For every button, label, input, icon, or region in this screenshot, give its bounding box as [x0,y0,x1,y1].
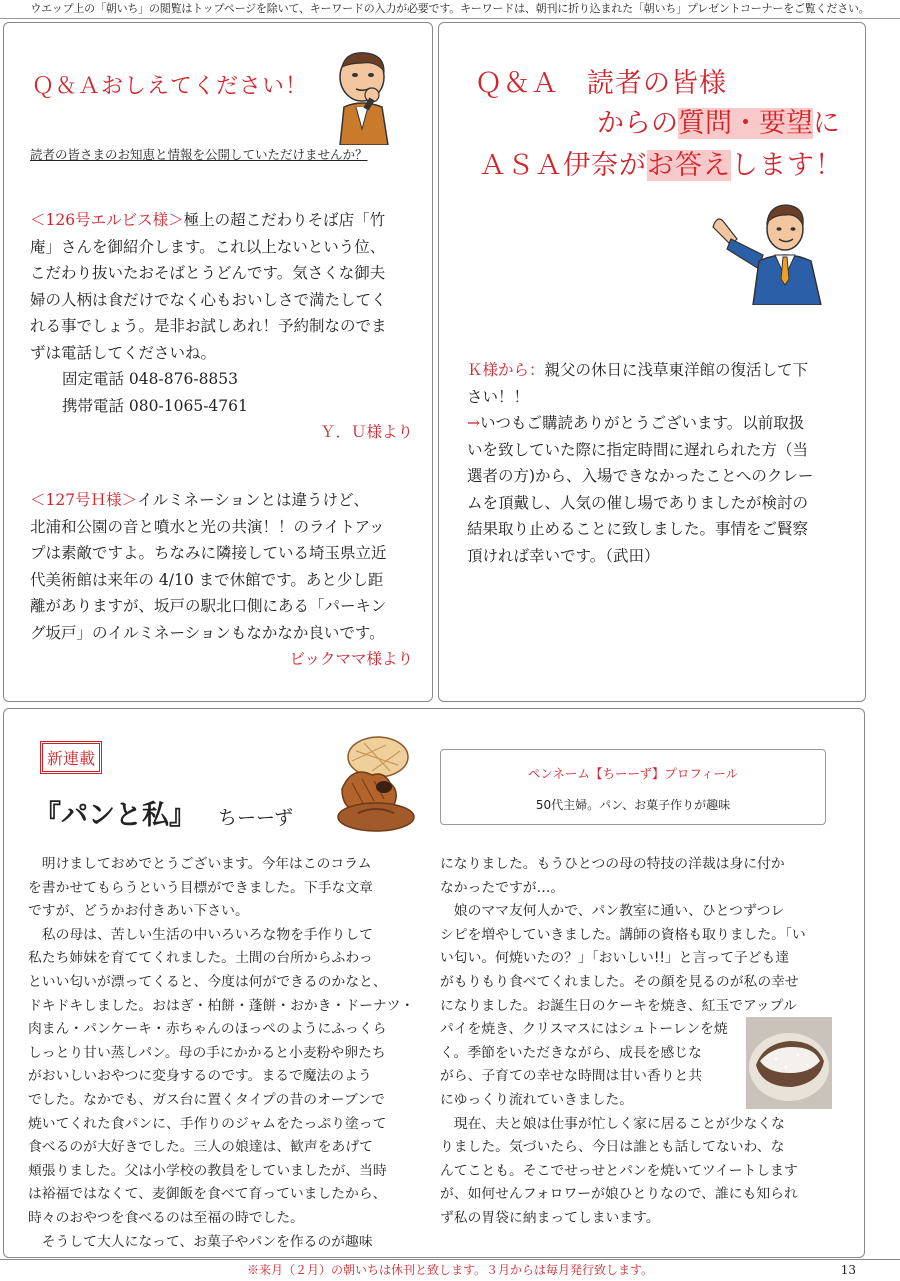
column-line: んてことも。そこでせっせとパンを焼いてツイートします [440,1162,798,1179]
answer-line: いを致していた際に指定時間に遅れられた方（当 [467,440,809,459]
column-left-text [28,853,438,1254]
column-line: なかったですが…。 [440,879,565,896]
profile-text: 50代主婦。パン、お菓子作りが趣味 [535,798,731,812]
entry-126 [30,207,425,446]
column-line: ず私の胃袋に納まってしまいます。 [440,1209,660,1226]
entry-126-line: こだわり抜いたおそばとうどんです。気さくな御夫 [30,264,386,282]
entry-127-line: グ坂戸」のイルミネーションもなかなか良いです。 [30,623,385,642]
entry-127-line: イルミネーションとは違うけど、 [137,491,369,509]
column-line: といい匂いが漂ってくると、今度は何ができるのかなと、 [28,973,387,990]
right-qa-title-line3 [479,143,843,182]
column-line: は裕福ではなくて、麦御飯を食べて育っていましたから、 [28,1186,387,1203]
column-line: い匂い。何焼いたの？」「おいしい!!」と言って子ども達 [440,950,790,967]
entry-127-line: 北浦和公園の音と噴水と光の共演！！のライトアッ [30,517,385,536]
column-line: でした。なかでも、ガス台に置くタイプの昔のオーブンで [28,1091,385,1108]
entry-126-from: Ｙ．Ｕ様より [319,423,413,441]
answer-line: いつもご購読ありがとうございます。以前取扱 [480,414,805,432]
entry-127-line: 代美術館は来年の 4/10 まで休館です。あと少し距 [30,570,384,589]
column-line: 肉まん・パンケーキ・赤ちゃんのほっぺのようにふっくら [28,1021,387,1038]
entry-127-line: 離がありますが、坂戸の駅北口側にある「パーキン [30,597,387,615]
column-author: ちーーず [218,807,294,829]
entry-126-line: ずは電話してくださいね。 [30,343,217,362]
page-number: 13 [840,1263,856,1277]
footer-notice: ※来月（２月）の朝いちは休刊と致します。３月からは毎月発行致します。 [246,1263,654,1277]
column-line: を書かせてもらうという目標ができました。下手な文章 [28,879,373,896]
left-qa-subtitle: 読者の皆さまのお知恵と情報を公開していただけませんか？ [30,147,368,162]
answer-arrow: → [467,414,480,432]
answer-line: 選者の方)から、入場できなかったことへのクレー [467,467,814,485]
entry-127-label: ＜127号Ｈ様＞ [30,491,138,509]
right-qa-title-line1: Ｑ＆Ａ 読者の皆様 [475,68,727,99]
column-line: 私の母は、苦しい生活の中いろいろな物を手作りして [28,926,373,943]
profile-box [440,749,826,825]
mobile-phone: 携帯電話 080-1065-4761 [62,396,248,415]
reader-question [467,357,862,569]
column-line: ですが、どうかお付きあい下さい。 [28,903,249,920]
left-qa-title: Ｑ＆Ａおしえてください！ [32,74,309,99]
column-line: そうして大人になって、お菓子やパンを作るのが趣味 [28,1233,373,1250]
left-qa-panel [3,22,433,702]
thinking-man-illustration [326,49,402,145]
title-highlight: 質問・要望 [678,108,813,139]
title-highlight: お答え [647,150,731,181]
column-line: 頬張りました。父は小学校の教員をしていましたが、当時 [28,1162,387,1179]
column-line: にゆっくり流れていきました。 [440,1091,634,1108]
entry-127-from: ビックママ様より [289,650,413,668]
column-line: になりました。もうひとつの母の特技の洋裁は身に付か [440,856,785,872]
answer-line: 頂ければ幸いです。（武田） [467,546,660,565]
bread-illustration [328,731,424,835]
top-notice: ウエップ上の「朝いち」の閲覧はトップページを除いて、キーワードの入力が必要です。キーワードは、朝刊に折り込まれた「朝いち」プレゼントコーナーをご覧ください。 [0,0,900,19]
title-part: します！ [731,150,843,181]
right-qa-title-line2 [597,101,840,140]
new-series-badge: 新連載 [40,741,102,774]
column-line: ドキドキしました。おはぎ・柏餅・蓬餅・おかき・ドーナツ・ [28,997,415,1014]
column-line: しっとり甘い蒸しパン。母の手にかかると小麦粉や卵たち [28,1044,386,1061]
column-line: 時々のおやつを食べるのは至福の時でした。 [28,1209,304,1226]
title-part: に [813,108,840,139]
column-panel [3,708,865,1258]
stollen-photo [746,1017,832,1109]
entry-126-line: 庵」さんを御紹介します。これ以上ないという位、 [30,237,386,256]
column-line: パイを焼き、クリスマスにはシュトーレンを焼 [440,1021,728,1038]
answer-line: ムを頂戴し、人気の催し場でありましたが検討の [467,493,809,512]
answer-line: 結果取り止めることに致しました。事情をご賢察 [467,520,809,538]
column-line: 娘のママ友何人かで、パン教室に通い、ひとつずつレ [440,903,785,920]
column-line: が、如何せんフォロワーが娘ひとりなので、誰にも知られ [440,1186,798,1203]
column-line: 現在、夫と娘は仕事が忙しく家に居ることが少なくな [440,1115,785,1132]
right-qa-panel [438,22,866,702]
column-line: になりました。お誕生日のケーキを焼き、紅玉でアップル [440,997,797,1014]
title-part: ＡＳＡ伊奈が [479,150,647,181]
businessman-illustration [707,199,835,305]
entry-126-line: 婦の人柄は食だけでなく心もおいしさで満たしてく [30,290,387,309]
column-line: 食べるのが大好きでした。三人の娘達は、歓声をあげて [28,1139,373,1156]
entry-126-line: れる事でしょう。是非お試しあれ！予約制なのでま [30,317,387,335]
landline-phone: 固定電話 048-876-8853 [62,370,239,388]
entry-127 [30,487,425,673]
column-line: 焼いてくれた食パンに、手作りのジャムをたっぷり塗って [28,1115,387,1132]
question-line: さい！！ [467,387,530,406]
column-line: 明けましておめでとうございます。今年はこのコラム [28,856,372,872]
column-line: がもりもり食べてくれました。その顔を見るのが私の幸せ [440,973,799,990]
entry-126-label: ＜126号エルビス様＞ [30,211,184,229]
column-title: 『パンと私』 [34,800,196,831]
entry-126-line: 極上の超こだわりそば店「竹 [183,211,386,229]
profile-title: ペンネーム【ちーーず】プロフィール [527,766,739,781]
question-label: Ｋ様から： [467,361,545,379]
column-line: りました。気づいたら、今日は誰とも話してないわ、な [440,1139,785,1156]
column-line: 私たち姉妹を育ててくれました。土間の台所からふわっ [28,950,373,967]
column-line: く。季節をいただきながら、成長を感じな [440,1044,702,1061]
entry-127-line: プは素敵ですよ。ちなみに隣接している埼玉県立近 [30,544,387,562]
column-line: がおいしいおやつに変身するのです。まるで魔法のよう [28,1068,372,1085]
question-line: 親父の休日に浅草東洋館の復活して下 [544,361,809,379]
footer [0,1259,900,1281]
column-line: がら、子育ての幸せな時間は甘い香りと共 [440,1068,703,1085]
title-part: からの [597,108,678,139]
column-line: シピを増やしていきました。講師の資格も取りました。「い [440,926,806,943]
